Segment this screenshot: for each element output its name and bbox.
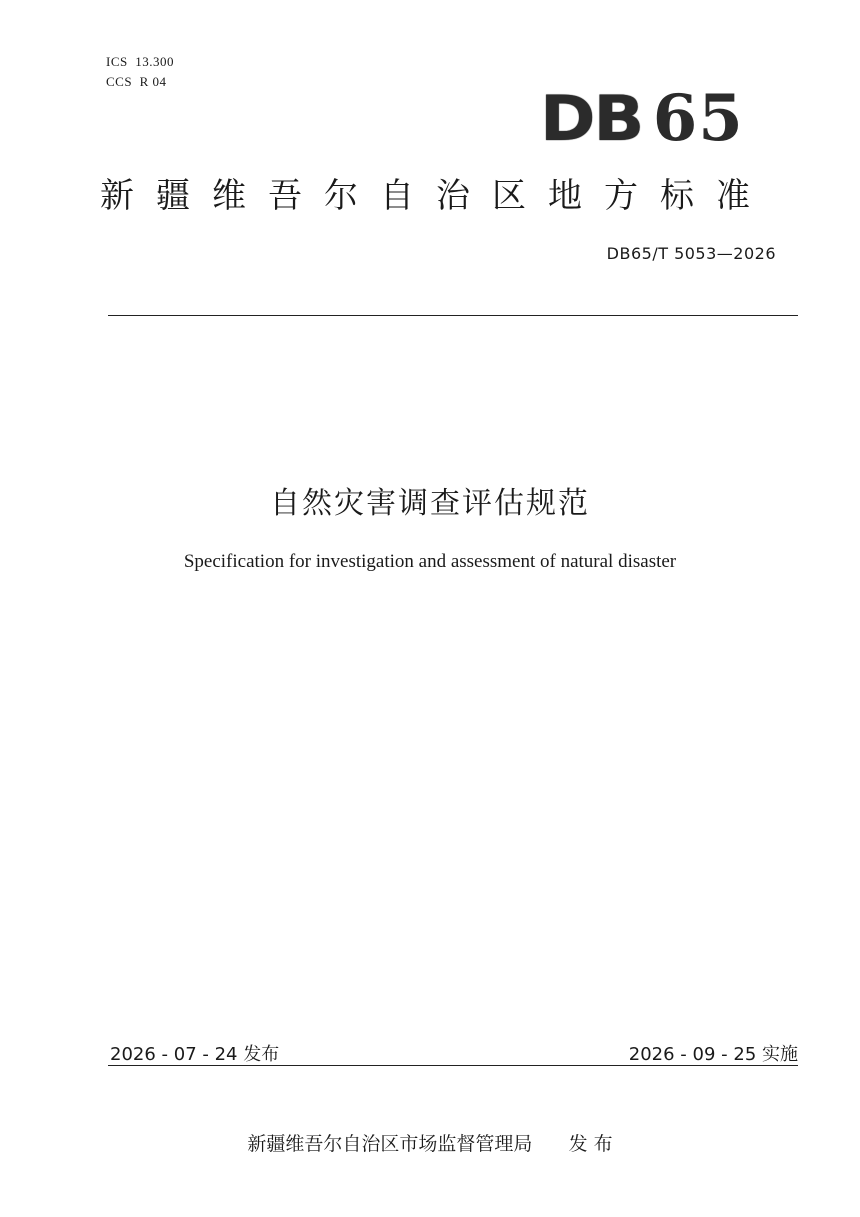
document-title-zh: 自然灾害调查评估规范	[270, 486, 590, 521]
ccs-code: CCS R 04	[106, 74, 167, 89]
document-title-en: Specification for investigation and assessment of natural disaster	[183, 551, 677, 572]
logo-number: 65	[652, 81, 744, 156]
standard-type-heading: 新疆维吾尔自治区地方标准	[100, 176, 772, 216]
implement-date: 2026 - 09 - 25 实施	[628, 1044, 798, 1065]
publish-date: 2026 - 07 - 24 发布	[110, 1044, 280, 1065]
standard-number: DB65/T 5053—2026	[606, 244, 776, 263]
db-logo	[540, 80, 744, 156]
top-divider	[108, 315, 798, 316]
issuing-authority: 新疆维吾尔自治区市场监督管理局 发 布	[247, 1133, 613, 1155]
logo-prefix: DB	[540, 82, 643, 155]
bottom-divider	[108, 1065, 798, 1066]
ics-code: ICS 13.300	[106, 54, 174, 69]
classification-codes	[106, 52, 174, 92]
